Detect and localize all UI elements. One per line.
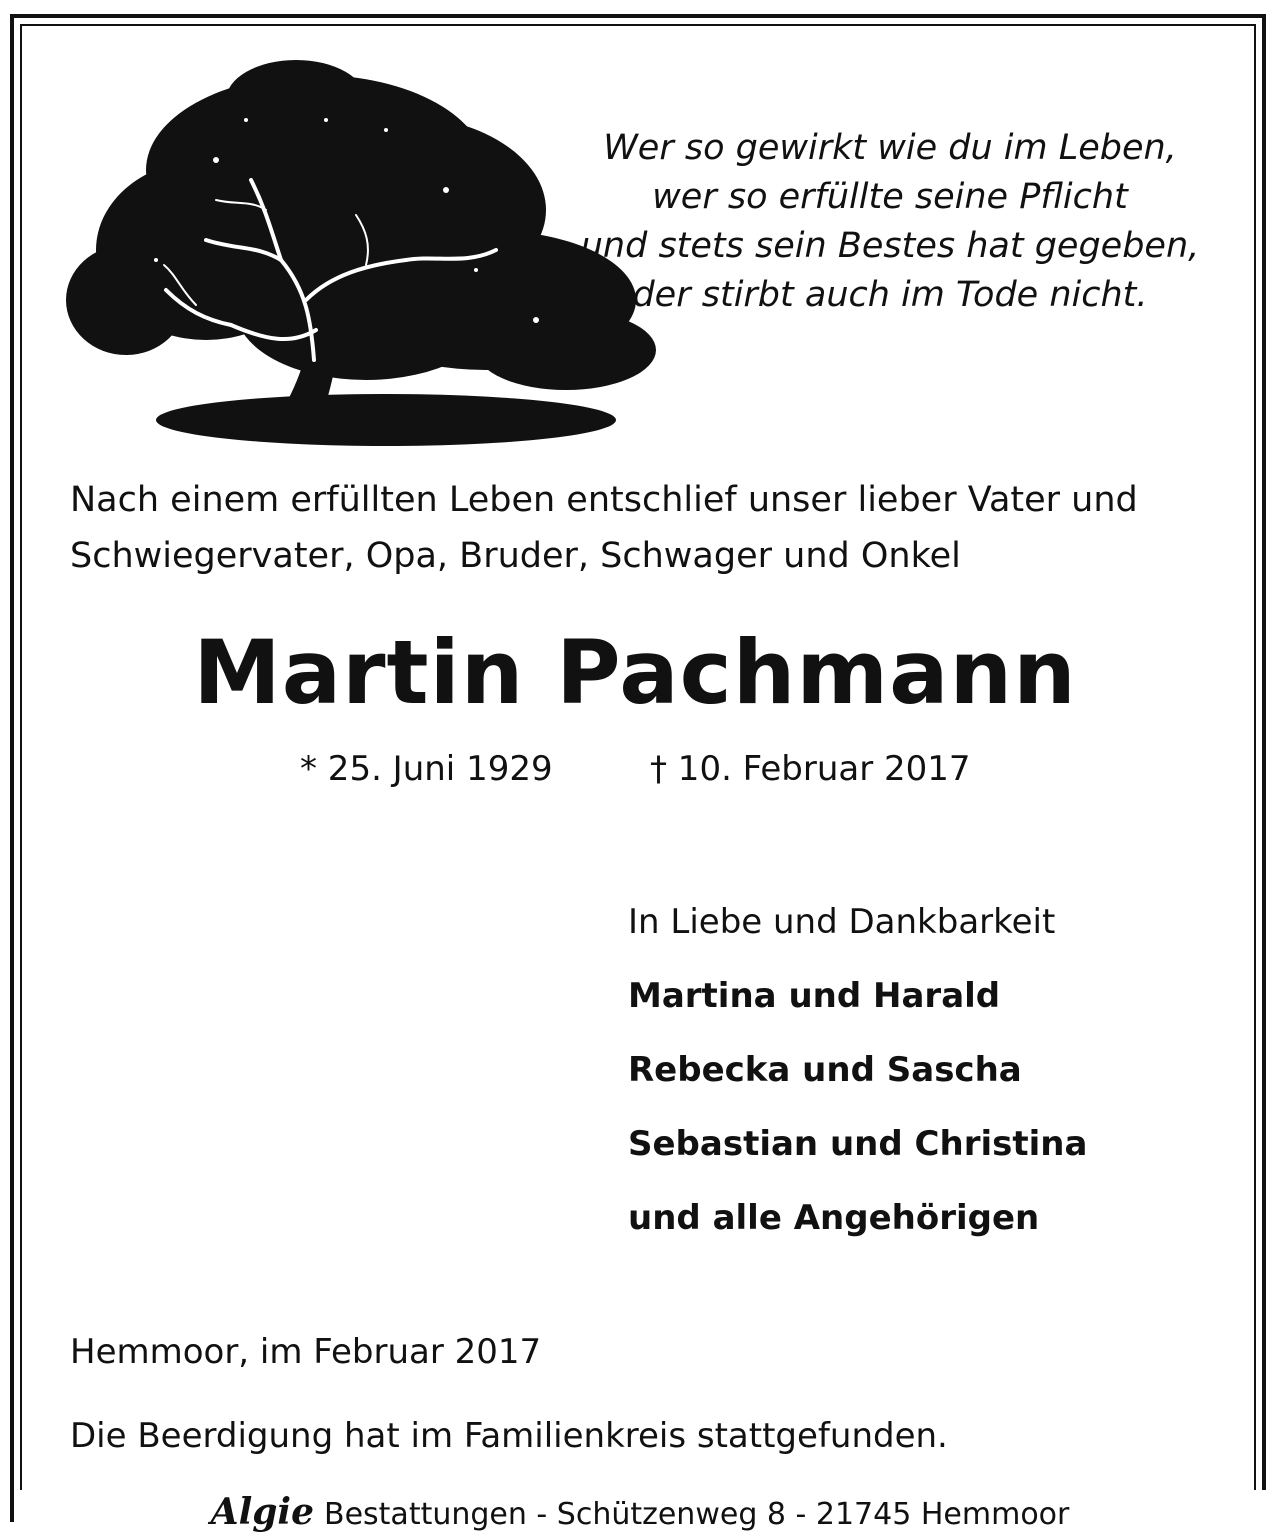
mourners-list (628, 896, 1248, 1266)
announcement-line: Schwiegervater, Opa, Bruder, Schwager und Onkel (70, 536, 961, 576)
funeral-home-footer (14, 1490, 1266, 1534)
death-date: † 10. Februar 2017 (650, 749, 971, 789)
mourner-name: Martina und Harald (628, 976, 1001, 1016)
birth-date: * 25. Juni 1929 (300, 749, 553, 789)
memorial-poem (580, 124, 1200, 320)
poem-line: der stirbt auch im Tode nicht. (632, 275, 1148, 315)
funeral-home-logo: Algie (210, 1491, 314, 1533)
mourners-intro: In Liebe und Dankbarkeit (628, 902, 1056, 942)
mourner-name: und alle Angehörigen (628, 1198, 1040, 1238)
place-and-date: Hemmoor, im Februar 2017 (70, 1332, 542, 1372)
poem-line: und stets sein Bestes hat gegeben, (580, 226, 1200, 266)
poem-line: wer so erfüllte seine Pflicht (652, 177, 1128, 217)
deceased-name: Martin Pachmann (193, 621, 1077, 724)
funeral-home-address: Bestattungen - Schützenweg 8 - 21745 Hemmoor (324, 1497, 1070, 1532)
announcement-text (70, 472, 1230, 584)
tree-silhouette-icon (66, 60, 666, 450)
burial-note: Die Beerdigung hat im Familienkreis stattgefunden. (70, 1416, 948, 1456)
mourner-name: Rebecka und Sascha (628, 1050, 1022, 1090)
mourner-name: Sebastian und Christina (628, 1124, 1088, 1164)
announcement-line: Nach einem erfüllten Leben entschlief unser lieber Vater und (70, 480, 1138, 520)
poem-line: Wer so gewirkt wie du im Leben, (603, 128, 1177, 168)
